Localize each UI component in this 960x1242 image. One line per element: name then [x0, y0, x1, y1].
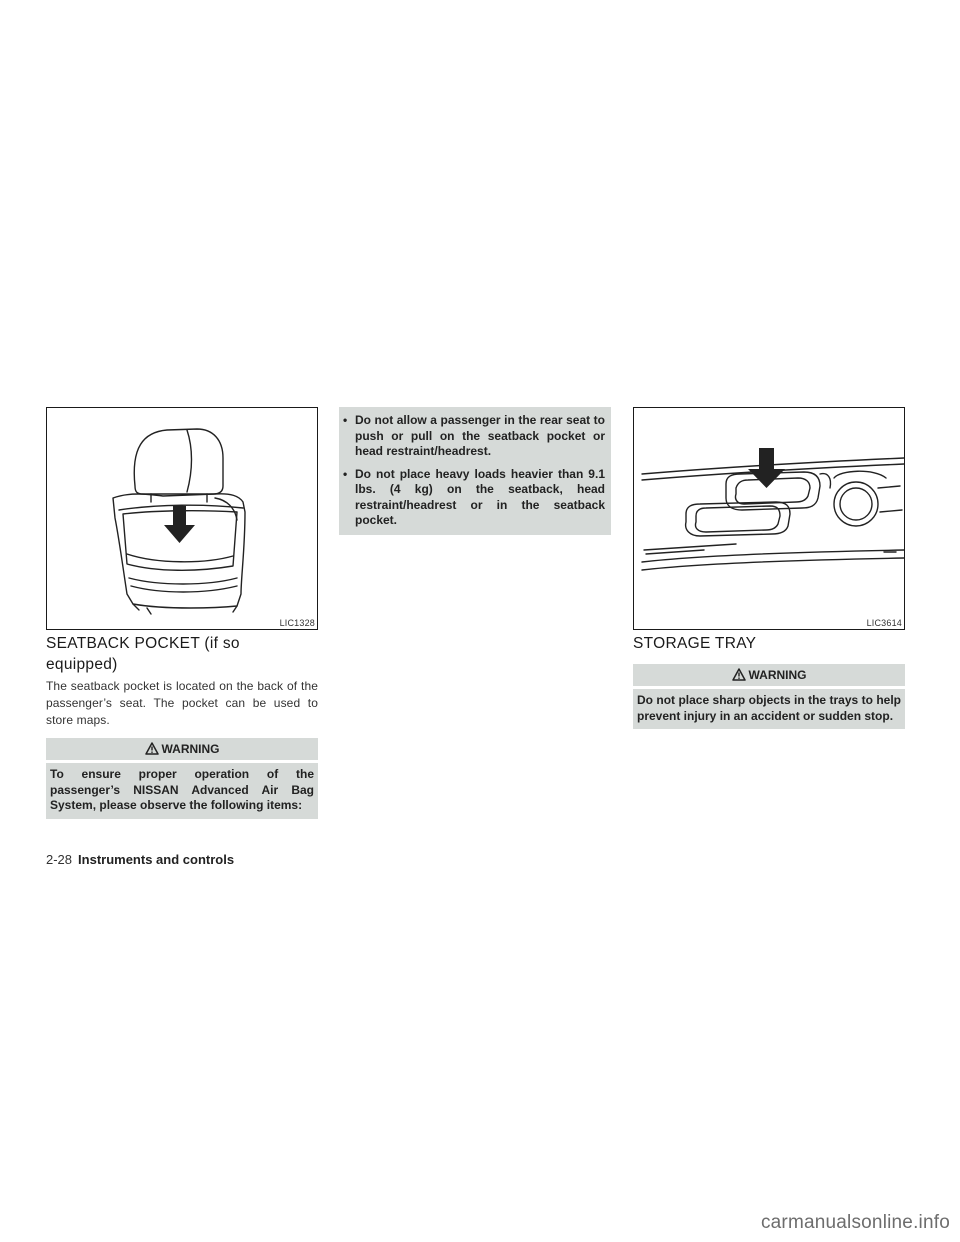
storage-tray-illustration	[634, 408, 904, 629]
page-number: 2-28	[46, 852, 73, 867]
warning-text: To ensure proper operation of the passenger’s NISSAN Advanced Air Bag System, please observe the following items:	[46, 763, 318, 819]
bullet-text: Do not place heavy loads heavier than 9.1 lbs. (4 kg) on the seatback, head restraint/headrest or in the seatback pocket.	[355, 466, 605, 527]
warning-bullet-item	[343, 467, 605, 529]
section-title: Instruments and controls	[78, 852, 235, 867]
warning-title-bar	[633, 664, 905, 686]
seatback-pocket-body: The seatback pocket is located on the back of the passenger’s seat. The pocket can be used to store maps.	[46, 679, 318, 727]
seatback-warning-box	[46, 738, 318, 819]
warning-title-bar	[46, 738, 318, 760]
warning-bullet-list	[339, 407, 611, 535]
bullet-icon: •	[343, 413, 348, 427]
warning-title: WARNING	[748, 668, 807, 682]
watermark-text: carmanualsonline.info	[760, 1212, 950, 1233]
storage-tray-warning-box	[633, 664, 905, 729]
warning-text: Do not place sharp objects in the trays to help prevent injury in an accident or sudden stop.	[633, 689, 905, 729]
bullet-icon: •	[343, 466, 348, 481]
storage-tray-figure	[633, 407, 905, 630]
warning-title: WARNING	[161, 742, 220, 756]
storage-tray-heading: STORAGE TRAY	[633, 635, 757, 652]
figure-id-label: LIC1328	[279, 618, 315, 628]
seatback-illustration	[47, 408, 317, 629]
seatback-pocket-figure	[46, 407, 318, 630]
seatback-pocket-heading: SEATBACK POCKET (if so equipped)	[46, 635, 240, 673]
page-footer	[46, 851, 234, 869]
figure-id-label: LIC3614	[866, 618, 902, 628]
bullet-text: Do not allow a passenger in the rear seat to push or pull on the seatback pocket or head restraint/headrest.	[355, 413, 605, 458]
warning-bullet-item	[343, 413, 605, 460]
warning-triangle-icon	[145, 742, 159, 755]
warning-triangle-icon	[732, 668, 746, 681]
